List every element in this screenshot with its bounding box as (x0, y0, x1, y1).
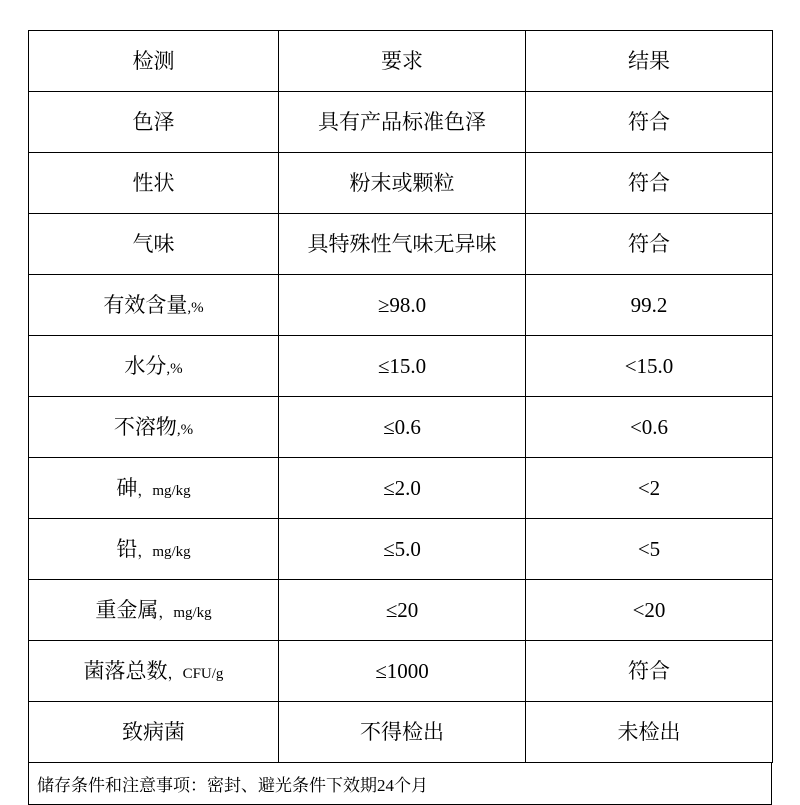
item-label: 铅 (116, 536, 138, 561)
column-header-requirement: 要求 (279, 31, 526, 92)
item-label: 色泽 (132, 109, 175, 134)
cell-result: 符合 (526, 214, 773, 275)
item-label: 砷 (116, 475, 138, 500)
cell-result: <0.6 (526, 397, 773, 458)
table-row (29, 153, 773, 214)
cell-requirement: ≥98.0 (279, 275, 526, 336)
table-body (29, 31, 773, 763)
cell-result: 未检出 (526, 702, 773, 763)
table-row (29, 397, 773, 458)
cell-item (29, 275, 279, 336)
table-row (29, 458, 773, 519)
item-unit: ,% (176, 421, 194, 438)
cell-item (29, 458, 279, 519)
cell-requirement: ≤5.0 (279, 519, 526, 580)
table-row (29, 336, 773, 397)
cell-item (29, 580, 279, 641)
table-row (29, 214, 773, 275)
cell-item (29, 153, 279, 214)
spec-table-wrapper (28, 30, 772, 805)
table-row (29, 580, 773, 641)
item-unit: ，mg/kg (158, 604, 212, 621)
cell-item (29, 397, 279, 458)
item-unit: ,% (187, 299, 204, 316)
table-row (29, 275, 773, 336)
cell-requirement: ≤2.0 (279, 458, 526, 519)
storage-note: 储存条件和注意事项：密封、避光条件下效期24个月 (28, 763, 772, 805)
item-label: 性状 (132, 170, 175, 195)
cell-requirement: ≤20 (279, 580, 526, 641)
column-header-item: 检测 (29, 31, 279, 92)
item-label: 菌落总数 (83, 658, 168, 683)
item-unit: ，mg/kg (137, 543, 191, 560)
cell-item (29, 92, 279, 153)
item-unit: ,% (166, 360, 183, 377)
item-label: 有效含量 (103, 292, 188, 317)
column-header-result: 结果 (526, 31, 773, 92)
specification-table (28, 30, 773, 763)
item-label: 重金属 (95, 597, 159, 622)
cell-item (29, 214, 279, 275)
cell-result: 符合 (526, 153, 773, 214)
table-row (29, 519, 773, 580)
item-label: 不溶物 (113, 414, 177, 439)
cell-result: <5 (526, 519, 773, 580)
cell-result: <2 (526, 458, 773, 519)
cell-requirement: 具有产品标准色泽 (279, 92, 526, 153)
cell-item (29, 641, 279, 702)
cell-item (29, 336, 279, 397)
cell-requirement: 不得检出 (279, 702, 526, 763)
cell-result: <20 (526, 580, 773, 641)
cell-requirement: ≤0.6 (279, 397, 526, 458)
item-label: 气味 (132, 231, 175, 256)
cell-item (29, 519, 279, 580)
table-header-row (29, 31, 773, 92)
cell-requirement: ≤1000 (279, 641, 526, 702)
cell-requirement: 具特殊性气味无异味 (279, 214, 526, 275)
cell-result: 99.2 (526, 275, 773, 336)
cell-result: 符合 (526, 641, 773, 702)
table-row (29, 641, 773, 702)
table-row (29, 702, 773, 763)
table-row (29, 92, 773, 153)
item-unit: ，mg/kg (137, 482, 191, 499)
item-label: 水分 (124, 353, 167, 378)
cell-requirement: 粉末或颗粒 (279, 153, 526, 214)
cell-requirement: ≤15.0 (279, 336, 526, 397)
item-unit: ，CFU/g (167, 665, 224, 682)
cell-item (29, 702, 279, 763)
cell-result: 符合 (526, 92, 773, 153)
item-label: 致病菌 (122, 719, 185, 744)
cell-result: <15.0 (526, 336, 773, 397)
